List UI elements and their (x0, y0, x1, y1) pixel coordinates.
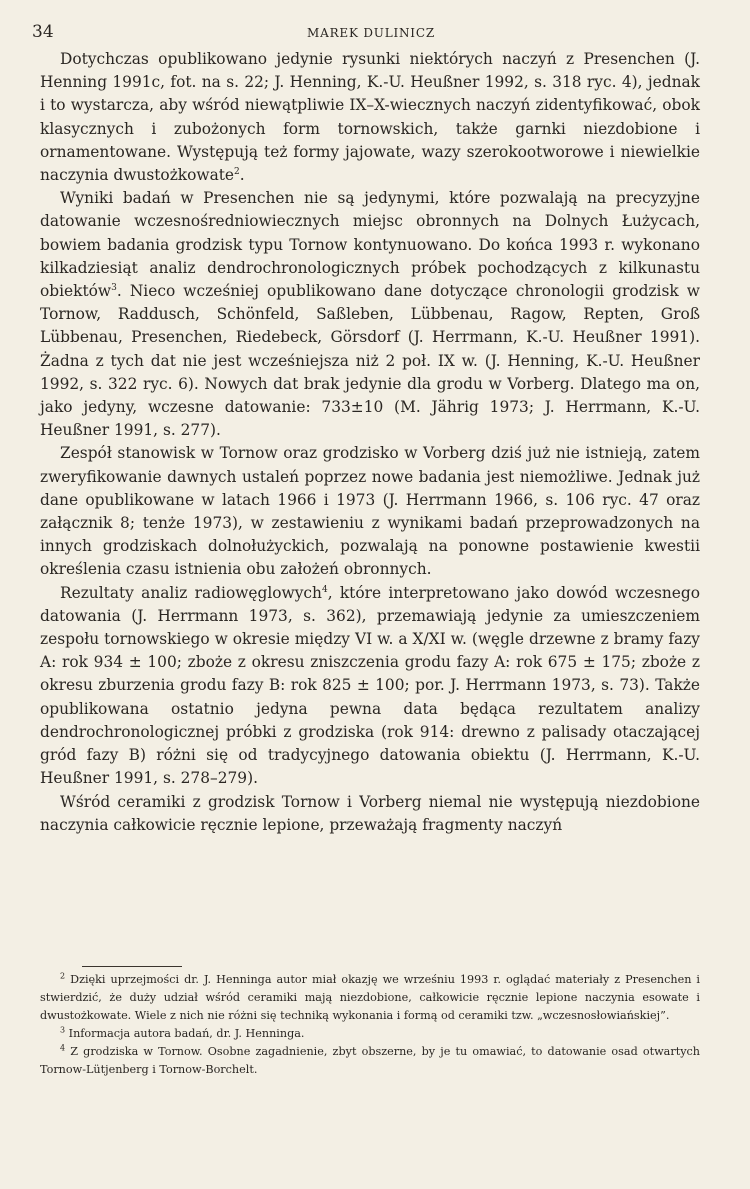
paragraph: Rezultaty analiz radiowęglowych$^4$, które interpretowano jako dowód wczesnego datowania (J. Herrmann 1973, s. 362), przemawiają jedynie za umieszczeniem zespołu tornowskiego w okresie między VI w. a X/XI w. (węgle drzewne z bramy fazy A: rok 934 ± 100; zboże z okresu zniszczenia grodu fazy A: rok 675 ± 175; zboże z okresu zburzenia grodu fazy B: rok 825 ± 100; por. J. Herrmann 1973, s. 73). Także opublikowana ostatnio jedyna pewna data będąca rezultatem analizy dendrochronologicznej próbki z grodziska (rok 914: drewno z palisady otaczającej gród fazy B) różni się od tradycyjnego datowania obiektu (J. Herrmann, K.-U. Heußner 1991, s. 278–279). (40, 583, 700, 788)
footnote (40, 1043, 700, 1079)
page-number: 34 (32, 22, 54, 42)
footnote-divider (82, 966, 182, 967)
footnote-ref: 3 (111, 282, 117, 293)
footnote-marker: 2 (60, 971, 66, 981)
paragraph: Wśród ceramiki z grodzisk Tornow i Vorberg niemal nie występują niezdobione naczynia całkowicie ręcznie lepione, przeważają fragmenty naczyń (40, 792, 700, 834)
footnote (40, 971, 700, 1025)
footnotes (40, 971, 700, 1079)
paragraph: Dotychczas opublikowano jedynie rysunki niektórych naczyń z Presenchen (J. Henning 1991c, fot. na s. 22; J. Henning, K.-U. Heußner 1992, s. 318 ryc. 4), jednak i to wystarcza, aby wśród niewątpliwie IX–X-wiecznych naczyń zidentyfikować, obok klasycznych i zubożonych form tornowskich, także garnki niezdobione i ornamentowane. Występują też formy jajowate, wazy szerokootworowe i niewielkie naczynia dwustożkowate$^2$. (40, 50, 700, 185)
running-head: MAREK DULINICZ (307, 26, 435, 40)
body-text (40, 48, 700, 837)
footnote-text: Informacja autora badań, dr. J. Henninga. (68, 1027, 305, 1040)
paragraph: Wyniki badań w Presenchen nie są jedynymi, które pozwalają na precyzyjne datowanie wczesnośredniowiecznych miejsc obronnych na Dolnych Łużycach, bowiem badania grodzisk typu Tornow kontynuowano. Do końca 1993 r. wykonano kilkadziesiąt analiz dendrochronologicznych próbek pochodzących z kilkunastu obiektów$^3$. Nieco wcześniej opublikowano dane dotyczące chronologii grodzisk w Tornow, Raddusch, Schönfeld, Saßleben, Lübbenau, Ragow, Repten, Groß Lübbenau, Presenchen, Riedebeck, Görsdorf (J. Herrmann, K.-U. Heußner 1991). Żadna z tych dat nie jest wcześniejsza niż 2 poł. IX w. (J. Henning, K.-U. Heußner 1992, s. 322 ryc. 6). Nowych dat brak jedynie dla grodu w Vorberg. Dlatego ma on, jako jedyny, wczesne datowanie: 733±10 (M. Jährig 1973; J. Herrmann, K.-U. Heußner 1991, s. 277). (40, 189, 700, 440)
footnote-text: Z grodziska w Tornow. Osobne zagadnienie, zbyt obszerne, by je tu omawiać, to datowanie osad otwartych Tornow-Lütjenberg i Tornow-Borchelt. (40, 1045, 700, 1076)
footnote-ref: 2 (234, 166, 240, 177)
footnote-marker: 3 (60, 1025, 66, 1035)
footnote-ref: 4 (321, 584, 328, 595)
footnote-marker: 4 (60, 1043, 66, 1053)
page (32, 22, 710, 48)
paragraph: Zespół stanowisk w Tornow oraz grodzisko w Vorberg dziś już nie istnieją, zatem zweryfikowanie dawnych ustaleń poprzez nowe badania jest niemożliwe. Jednak już dane opublikowane w latach 1966 i 1973 (J. Herrmann 1966, s. 106 ryc. 47 oraz załącznik 8; tenże 1973), w zestawieniu z wynikami badań przeprowadzonych na innych grodziskach dolnołużyckich, pozwalają na ponowne postawienie kwestii określenia czasu istnienia obu założeń obronnych. (40, 444, 700, 579)
page-header (32, 22, 710, 48)
footnote-text: Dzięki uprzejmości dr. J. Henninga autor miał okazję we wrześniu 1993 r. oglądać materiały z Presenchen i stwierdzić, że duży udział wśród ceramiki mają niezdobione, całkowicie ręcznie lepione naczynia esowate i dwustożkowate. Wiele z nich nie różni się techniką wykonania i formą od ceramiki tzw. „wczesnosłowiańskiej”. (40, 973, 701, 1022)
footnote (40, 1025, 700, 1043)
